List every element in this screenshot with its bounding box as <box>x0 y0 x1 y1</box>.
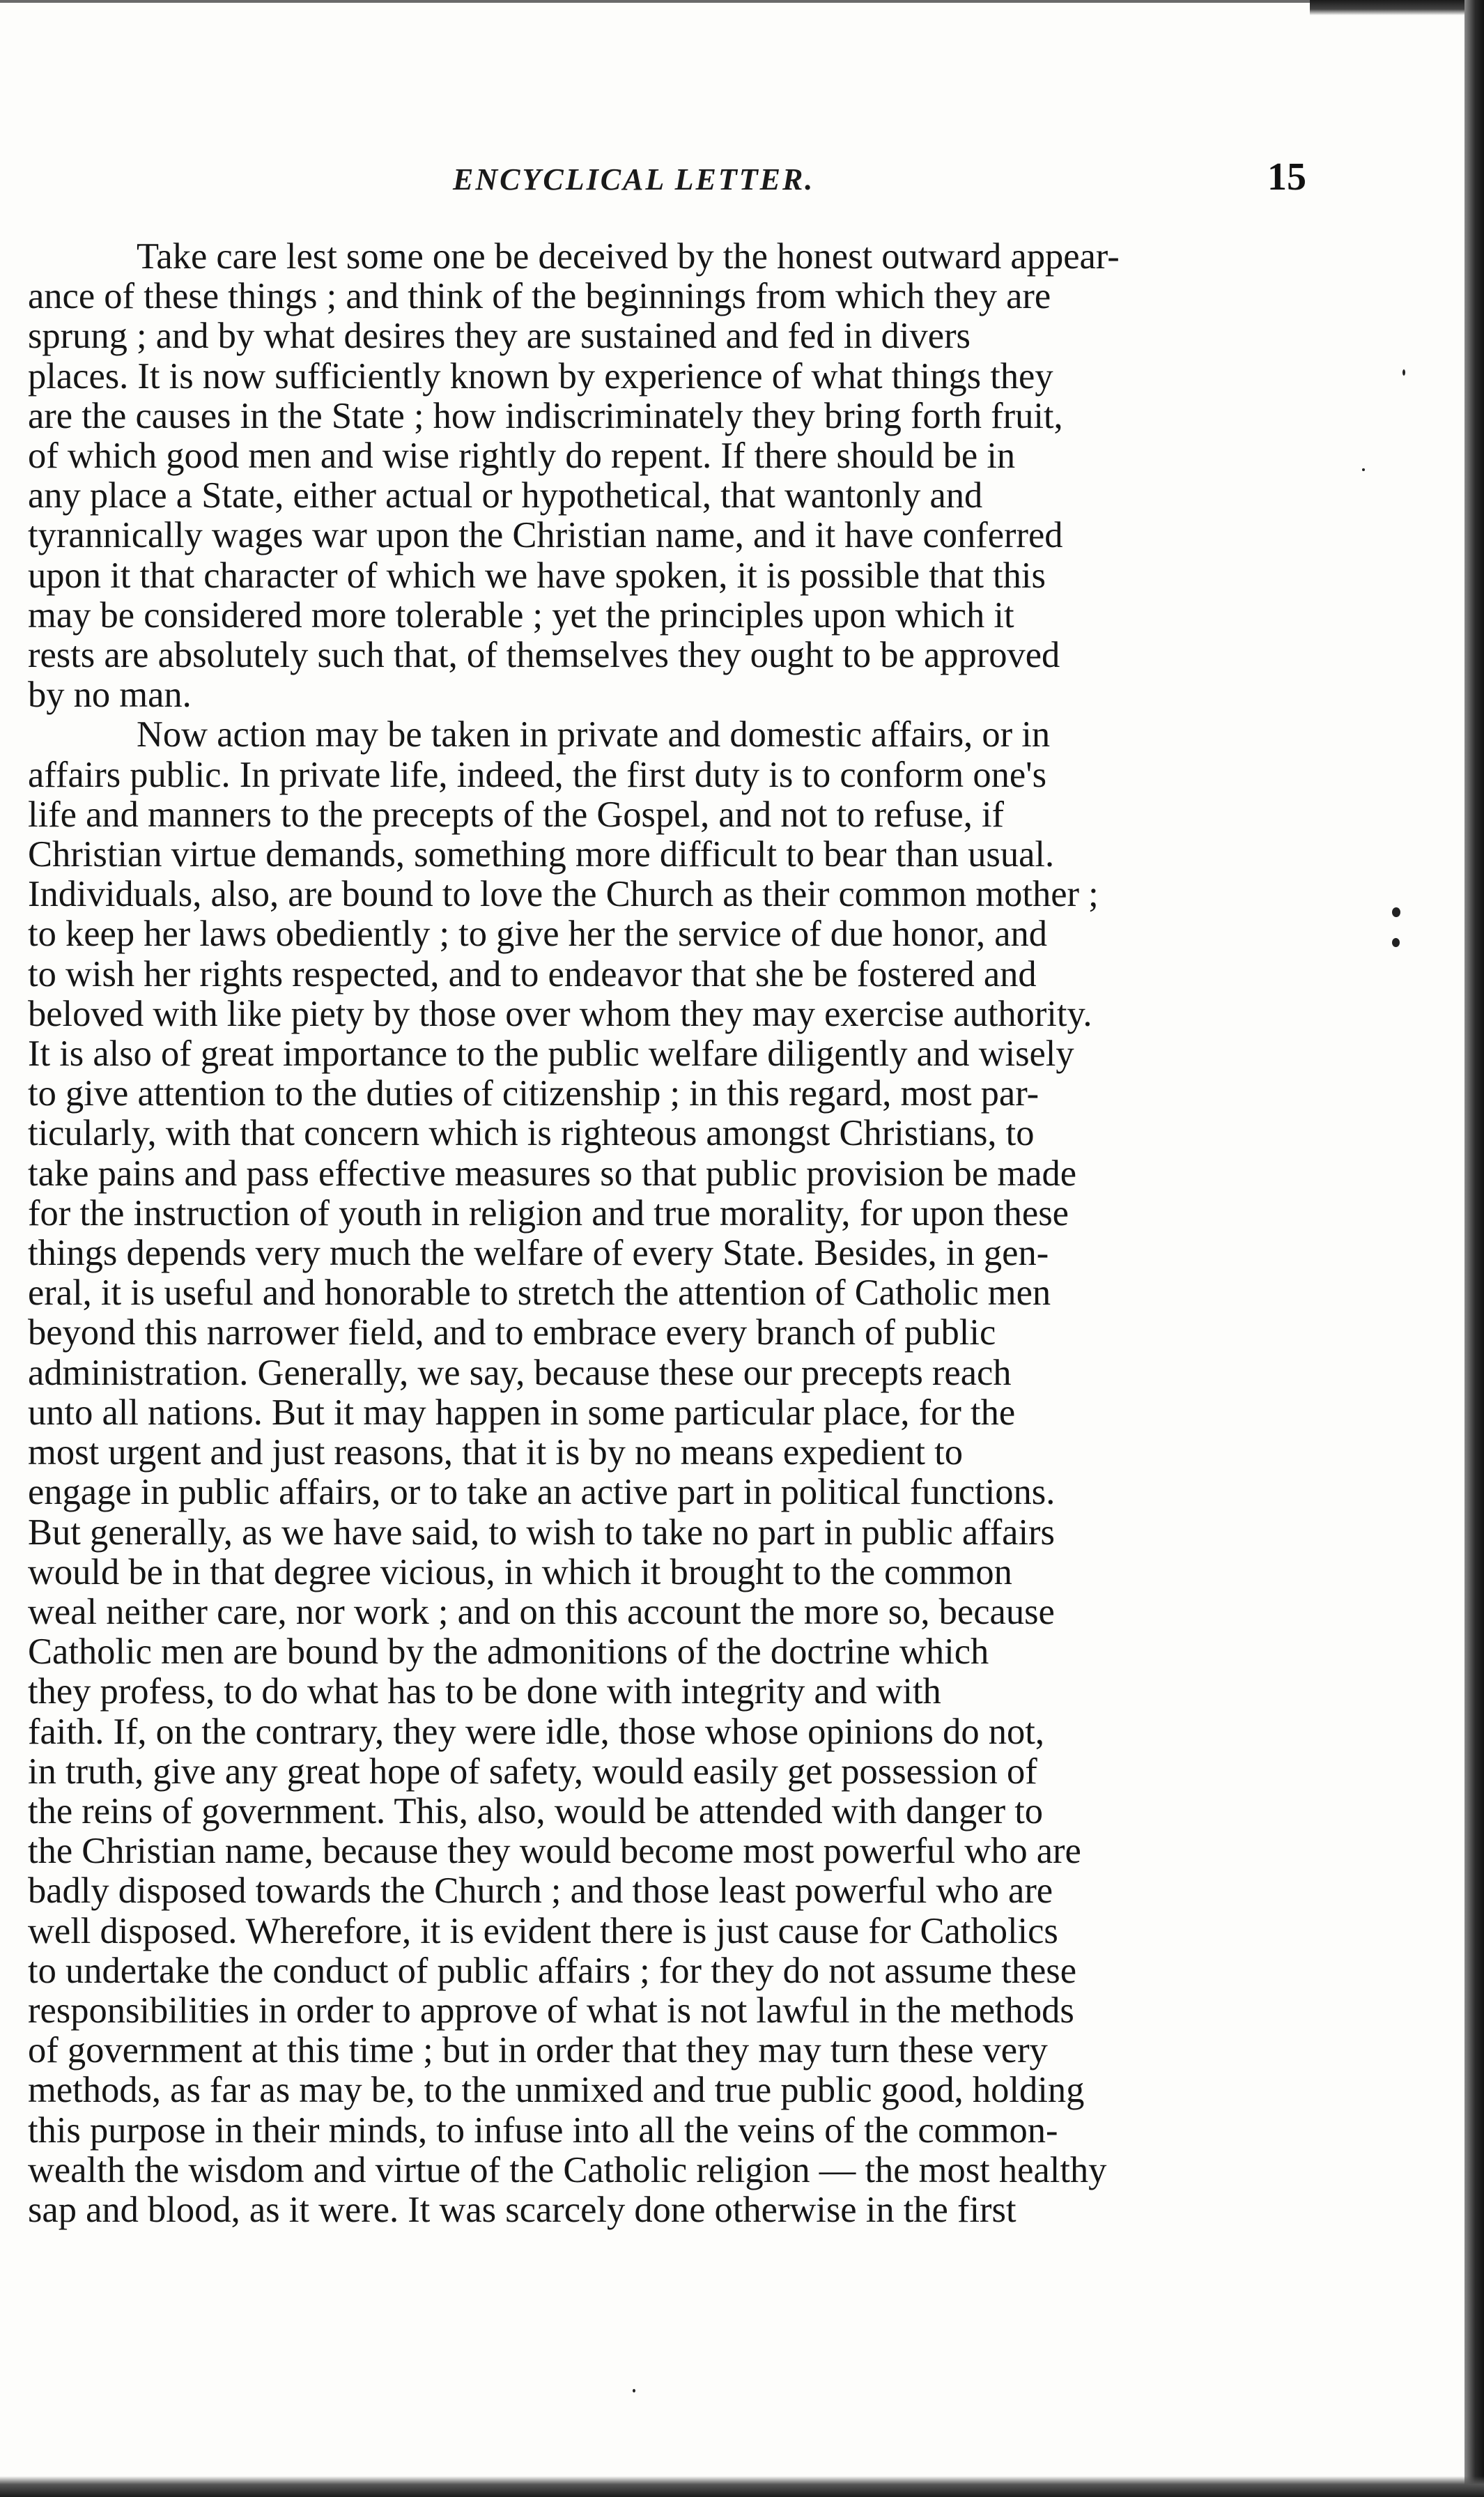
page-header <box>453 155 1306 210</box>
speck <box>1402 369 1405 376</box>
speck <box>1392 907 1400 917</box>
speck <box>1362 468 1365 471</box>
speck <box>1392 938 1400 947</box>
scan-edge-top-shadow <box>1310 0 1484 15</box>
scan-edge-bottom <box>0 2476 1484 2497</box>
scan-edge-right <box>1464 0 1484 2497</box>
page-number: 15 <box>1267 155 1306 199</box>
running-title: ENCYCLICAL LETTER. <box>453 162 815 197</box>
paragraph-1: Take care lest some one be deceived by the honest outward appear- ance of these things ; and think of the beginnings from which they are sprung ; and by what desires they are sustained and fed in divers places. It is now sufficiently known by experience of what things they are the causes in the State ; how indiscriminately they bring forth fruit, of which good men and wise rightly do repent. If there should be in any place a State, either actual or hypothetical, that wantonly and tyrannically wages war upon the Christian name, and it have conferred upon it that character of which we have spoken, it is possible that this may be considered more tolerable ; yet the principles upon which it rests are absolutely such that, of themselves they ought to be approved by no man. <box>28 237 1120 716</box>
speck <box>633 2389 635 2392</box>
body-text <box>28 237 1296 2286</box>
scan-edge-top-line <box>0 0 1484 3</box>
paragraph-2: Now action may be taken in private and domestic affairs, or in affairs public. In private life, indeed, the first duty is to conform one's life and manners to the precepts of the Gospel, and not to refuse, if Christian virtue demands, something more difficult to bear than usual. Individuals, also, are bound to love the Church as their common mother ; to keep her laws obediently ; to give her the service of due honor, and to wish her rights respected, and to endeavor that she be fostered and beloved with like piety by those over whom they may exercise authority. It is also of great importance to the public welfare diligently and wisely to give attention to the duties of citizenship ; in this regard, most par- ticularly, with that concern which is righteous amongst Christians, to take pains and pass effective measures so that public provision be made for the instruction of youth in religion and true morality, for upon these things depends very much the welfare of every State. Besides, in gen- eral, it is useful and honorable to stretch the attention of Catholic men beyond this narrower field, and to embrace every branch of public administration. Generally, we say, because these our precepts reach unto all nations. But it may happen in some particular place, for the most urgent and just reasons, that it is by no means expedient to engage in public affairs, or to take an active part in political functions. But generally, as we have said, to wish to take no part in public affairs would be in that degree vicious, in which it brought to the common weal neither care, nor work ; and on this account the more so, because Catholic men are bound by the admonitions of the doctrine which they profess, to do what has to be done with integrity and with faith. If, on the contrary, they were idle, those whose opinions do not, in truth, give any great hope of safety, would easily get possession of the reins of government. This, also, would be attended with danger to the Christian name, because they would become most powerful who are badly disposed towards the Church ; and those least powerful who are well disposed. Wherefore, it is evident there is just cause for Catholics to undertake the conduct of public affairs ; for they do not assume these responsibilities in order to approve of what is not lawful in the methods of government at this time ; but in order that they may turn these very methods, as far as may be, to the unmixed and true public good, holding this purpose in their minds, to infuse into all the veins of the common- wealth the wisdom and virtue of the Catholic religion — the most healthy sap and blood, as it were. It was scarcely done otherwise in the first <box>28 714 1107 2230</box>
